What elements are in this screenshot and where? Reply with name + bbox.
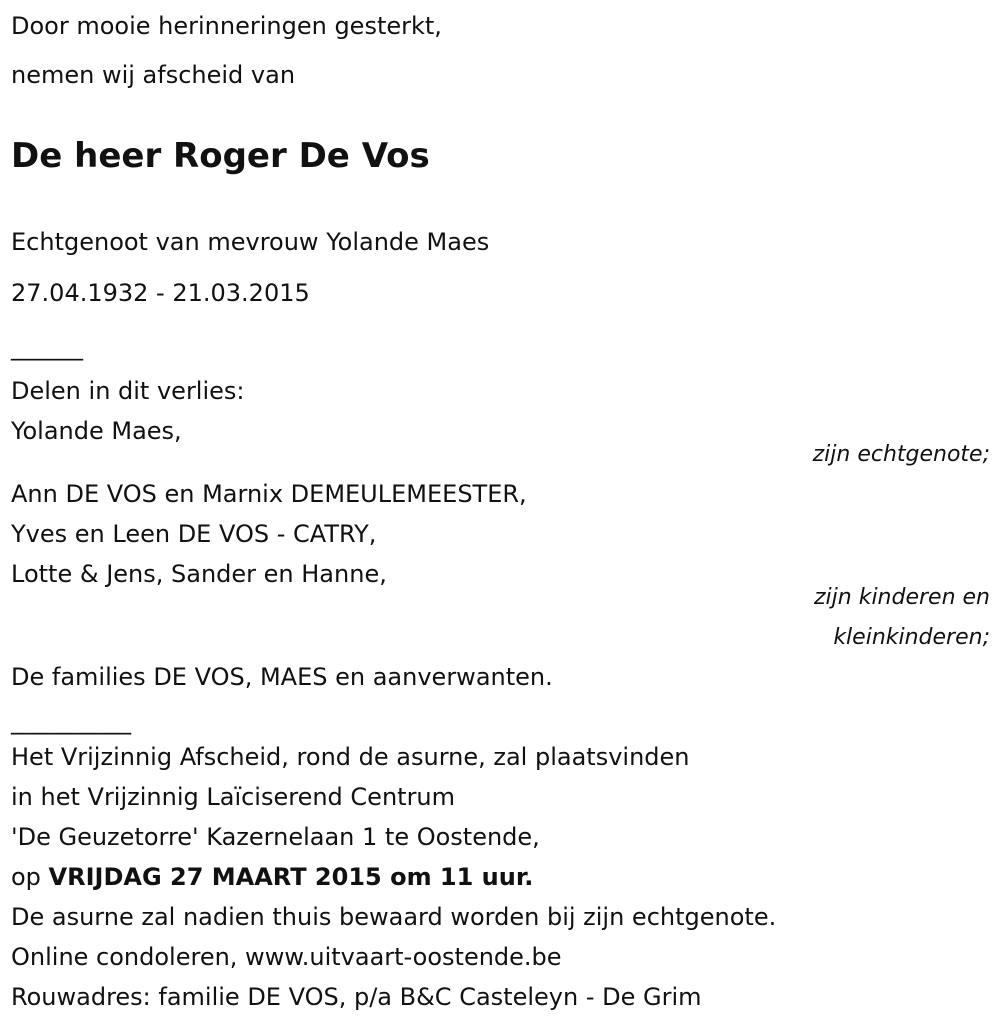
- ceremony-line-2: in het Vrijzinnig Laïciserend Centrum: [11, 783, 456, 811]
- mourner-spouse: Yolande Maes,: [11, 417, 182, 445]
- ceremony-line-1: Het Vrijzinnig Afscheid, rond de asurne, zal plaatsvinden: [11, 743, 690, 771]
- condolence-line: Online condoleren, www.uitvaart-oostende.be: [11, 943, 562, 971]
- role-spouse: zijn echtgenote;: [812, 442, 990, 467]
- mourner-child-2: Yves en Leen DE VOS - CATRY,: [11, 520, 377, 548]
- divider-short: ______: [11, 333, 83, 361]
- ceremony-date-prefix: op: [11, 863, 49, 891]
- mourning-address: Rouwadres: familie DE VOS, p/a B&C Casteleyn - De Grim: [11, 983, 702, 1011]
- mourner-child-1: Ann DE VOS en Marnix DEMEULEMEESTER,: [11, 480, 527, 508]
- mourners-heading: Delen in dit verlies:: [11, 377, 245, 405]
- role-children-line-1: zijn kinderen en: [814, 585, 990, 610]
- spouse-line: Echtgenoot van mevrouw Yolande Maes: [11, 228, 490, 256]
- ceremony-date: VRIJDAG 27 MAART 2015 om 11 uur.: [48, 863, 534, 891]
- families-line: De families DE VOS, MAES en aanverwanten.: [11, 663, 553, 691]
- ceremony-date-line: [11, 862, 533, 892]
- intro-line-2: nemen wij afscheid van: [11, 61, 296, 89]
- intro-line-1: Door mooie herinneringen gesterkt,: [11, 12, 442, 40]
- mourner-grandchildren: Lotte & Jens, Sander en Hanne,: [11, 560, 387, 588]
- life-dates: 27.04.1932 - 21.03.2015: [11, 279, 310, 307]
- divider-long: __________: [11, 707, 131, 735]
- ceremony-line-5: De asurne zal nadien thuis bewaard worden bij zijn echtgenote.: [11, 903, 777, 931]
- role-children-line-2: kleinkinderen;: [833, 625, 990, 650]
- deceased-name: De heer Roger De Vos: [11, 136, 430, 176]
- ceremony-line-3: 'De Geuzetorre' Kazernelaan 1 te Oostende,: [11, 823, 540, 851]
